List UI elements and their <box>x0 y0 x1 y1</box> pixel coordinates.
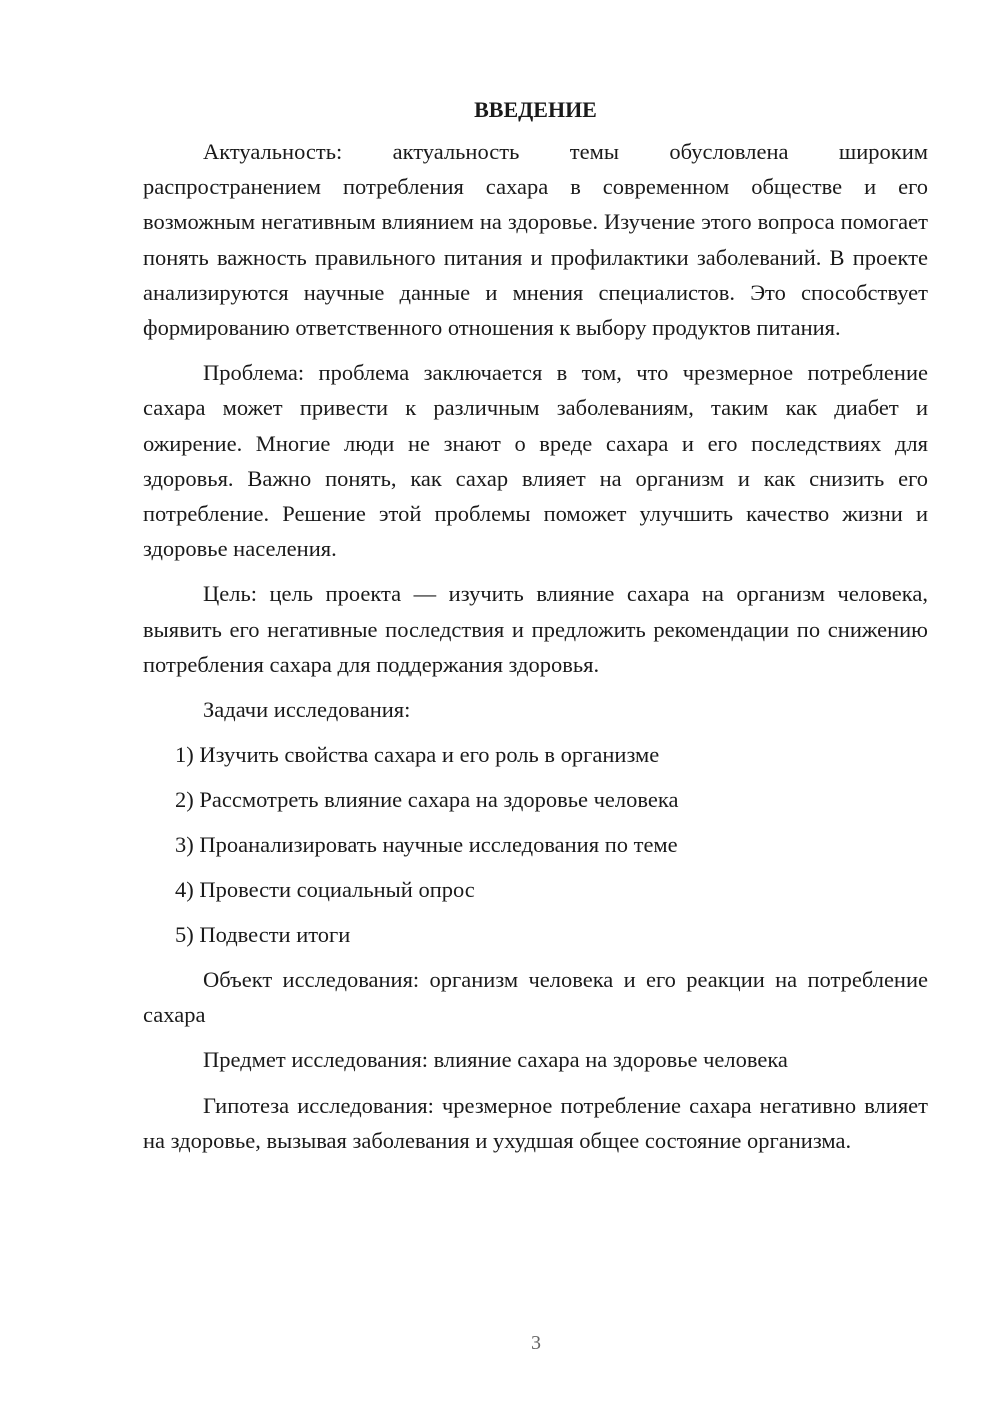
task-item-3: 3) Проанализировать научные исследования по теме <box>175 832 678 858</box>
page-number: 3 <box>531 1332 541 1354</box>
relevance-paragraph: Актуальность: актуальность темы обусловлена широким распространением потребления сахара в современном обществе и его возможным негативным влиянием на здоровье. Изучение этого вопроса помогает понять важность правильного питания и профилактики заболеваний. В проекте анализируются научные данные и мнения специалистов. Это способствует формированию ответственного отношения к выбору продуктов питания. <box>143 139 928 341</box>
task-item-4: 4) Провести социальный опрос <box>175 877 475 903</box>
section-title: ВВЕДЕНИЕ <box>474 97 597 122</box>
task-item-5: 5) Подвести итоги <box>175 922 351 948</box>
task-item-1: 1) Изучить свойства сахара и его роль в организме <box>175 742 660 768</box>
goal-paragraph: Цель: цель проекта — изучить влияние сахара на организм человека, выявить его негативные последствия и предложить рекомендации по снижению потребления сахара для поддержания здоровья. <box>143 581 928 677</box>
subject-paragraph: Предмет исследования: влияние сахара на здоровье человека <box>203 1047 788 1073</box>
document-page <box>143 94 928 1168</box>
hypothesis-paragraph: Гипотеза исследования: чрезмерное потребление сахара негативно влияет на здоровье, вызывая заболевания и ухудшая общее состояние организма. <box>143 1092 928 1153</box>
problem-paragraph: Проблема: проблема заключается в том, что чрезмерное потребление сахара может привести к различным заболеваниям, таким как диабет и ожирение. Многие люди не знают о вреде сахара и его последствиях для здоровья. Важно понять, как сахар влияет на организм и как снизить его потребление. Решение этой проблемы поможет улучшить качество жизни и здоровье населения. <box>143 360 928 562</box>
object-paragraph: Объект исследования: организм человека и его реакции на потребление сахара <box>143 967 928 1028</box>
tasks-heading: Задачи исследования: <box>203 697 411 723</box>
task-item-2: 2) Рассмотреть влияние сахара на здоровье человека <box>175 787 679 813</box>
tasks-list <box>143 737 928 952</box>
